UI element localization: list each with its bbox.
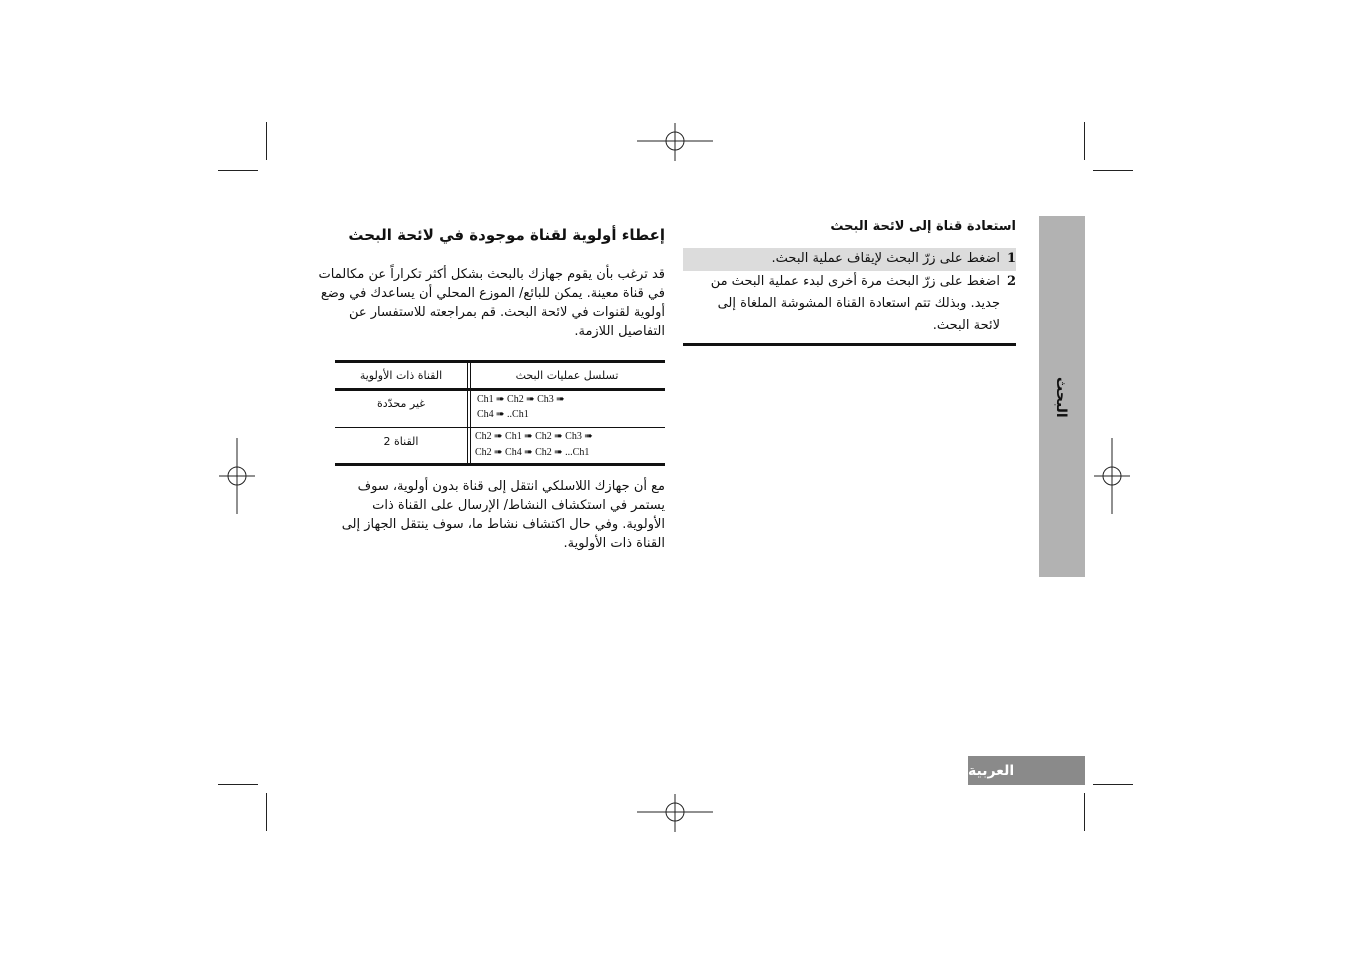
step-number: 1 bbox=[1006, 251, 1016, 266]
crop-mark bbox=[266, 122, 267, 160]
table-header: القناة ذات الأولوية bbox=[359, 369, 443, 382]
table-divider bbox=[467, 363, 468, 463]
section-divider bbox=[683, 343, 1016, 346]
crop-mark bbox=[218, 784, 258, 785]
priority-heading: إعطاء أولوية لقناة موجودة في لائحة البحث bbox=[348, 226, 665, 244]
table-cell: القناة 2 bbox=[383, 435, 419, 448]
table-cell: Ch2 ➠ Ch4 ➠ Ch2 ➠ ...Ch1 bbox=[475, 447, 590, 458]
step-text: اضغط على زرّ البحث مرة أخرى لبدء عملية البحث من جديد. وبذلك تتم استعادة القناة المشوشة الملغاة إلى لائحة البحث. bbox=[710, 274, 1000, 333]
table-cell: Ch4 ➠ ..Ch1 bbox=[477, 409, 529, 420]
table-cell: Ch2 ➠ Ch1 ➠ Ch2 ➠ Ch3 ➠ bbox=[475, 431, 593, 442]
registration-mark-icon bbox=[199, 438, 275, 514]
registration-mark-icon bbox=[637, 103, 713, 179]
table-header: تسلسل عمليات البحث bbox=[515, 369, 619, 382]
priority-note: مع أن جهازك اللاسلكي انتقل إلى قناة بدون أولوية، سوف يستمر في استكشاف النشاط/ الإرسال على القناة ذات الأولوية. وفي حال اكتشاف نشاط ما، سوف ينتقل الجهاز إلى القناة ذات الأولوية. bbox=[341, 479, 665, 551]
language-tab: العربية bbox=[968, 756, 1085, 785]
table-divider bbox=[335, 427, 665, 428]
table-divider bbox=[470, 363, 471, 463]
table-divider bbox=[335, 388, 665, 391]
registration-mark-icon bbox=[1074, 438, 1150, 514]
table-cell: Ch1 ➠ Ch2 ➠ Ch3 ➠ bbox=[477, 394, 565, 405]
registration-mark-icon bbox=[637, 774, 713, 850]
section-side-label: البحث bbox=[1053, 376, 1069, 418]
step-text: اضغط على زرّ البحث لإيقاف عملية البحث. bbox=[771, 251, 1000, 266]
crop-mark bbox=[1084, 793, 1085, 831]
table-cell: غير محدّدة bbox=[376, 397, 426, 410]
restore-heading: استعادة قناة إلى لائحة البحث bbox=[830, 219, 1016, 234]
crop-mark bbox=[1093, 170, 1133, 171]
crop-mark bbox=[266, 793, 267, 831]
scan-sequence-table bbox=[335, 360, 665, 466]
step-number: 2 bbox=[1006, 274, 1016, 289]
crop-mark bbox=[1084, 122, 1085, 160]
crop-mark bbox=[218, 170, 258, 171]
crop-mark bbox=[1093, 784, 1133, 785]
priority-intro: قد ترغب بأن يقوم جهازك بالبحث بشكل أكثر تكراراً عن مكالمات في قناة معينة. يمكن للبائع/ الموزع المحلي أن يساعدك في وضع أولوية لقنوات في لائحة البحث. قم بمراجعته للاستفسار عن التفاصيل اللازمة. bbox=[318, 267, 665, 339]
step-item bbox=[683, 248, 1016, 271]
